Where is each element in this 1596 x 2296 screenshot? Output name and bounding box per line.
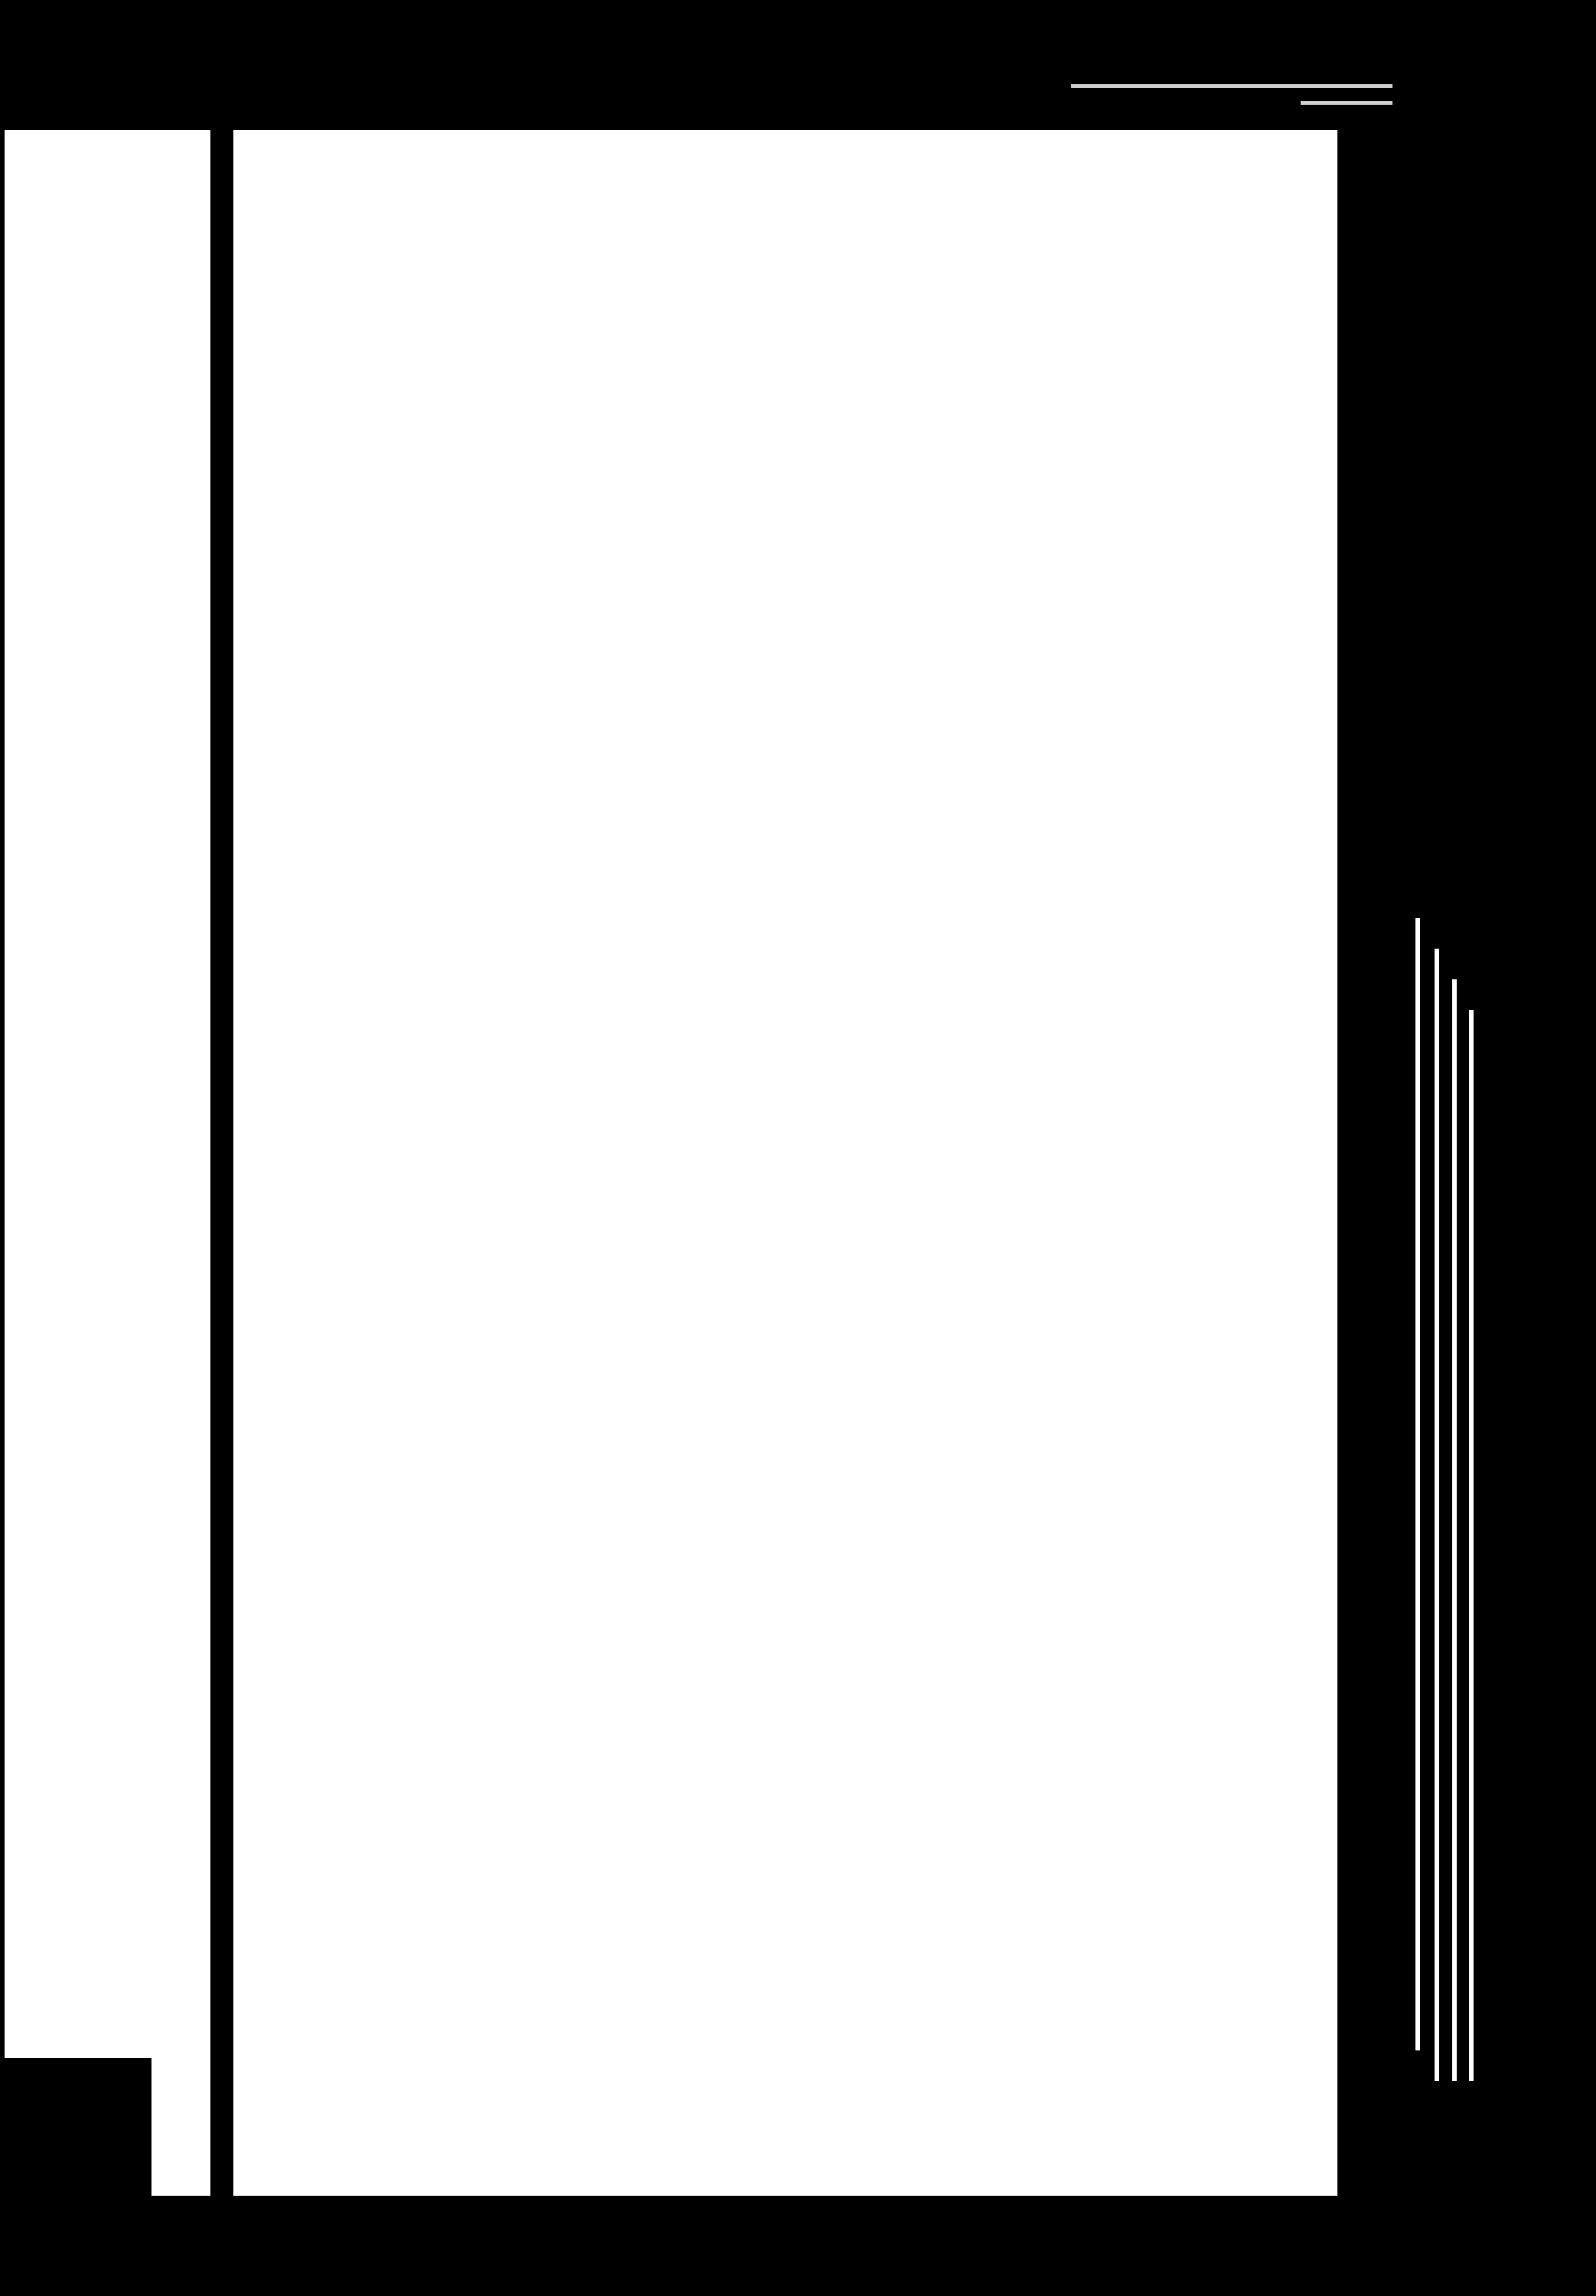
- text-line: [190, 329, 1192, 389]
- scan-edge-mark: [1071, 84, 1392, 88]
- page-body: [190, 329, 1192, 513]
- page-edge-line: [1435, 949, 1439, 2081]
- scan-edge-mark: [1301, 101, 1392, 105]
- entry-heading: [190, 425, 1192, 485]
- page-edge-line: [1415, 918, 1420, 2050]
- page-edge-line: [1469, 1010, 1474, 2081]
- page-edge-line: [1452, 979, 1457, 2081]
- left-page-fragment: [5, 130, 170, 2058]
